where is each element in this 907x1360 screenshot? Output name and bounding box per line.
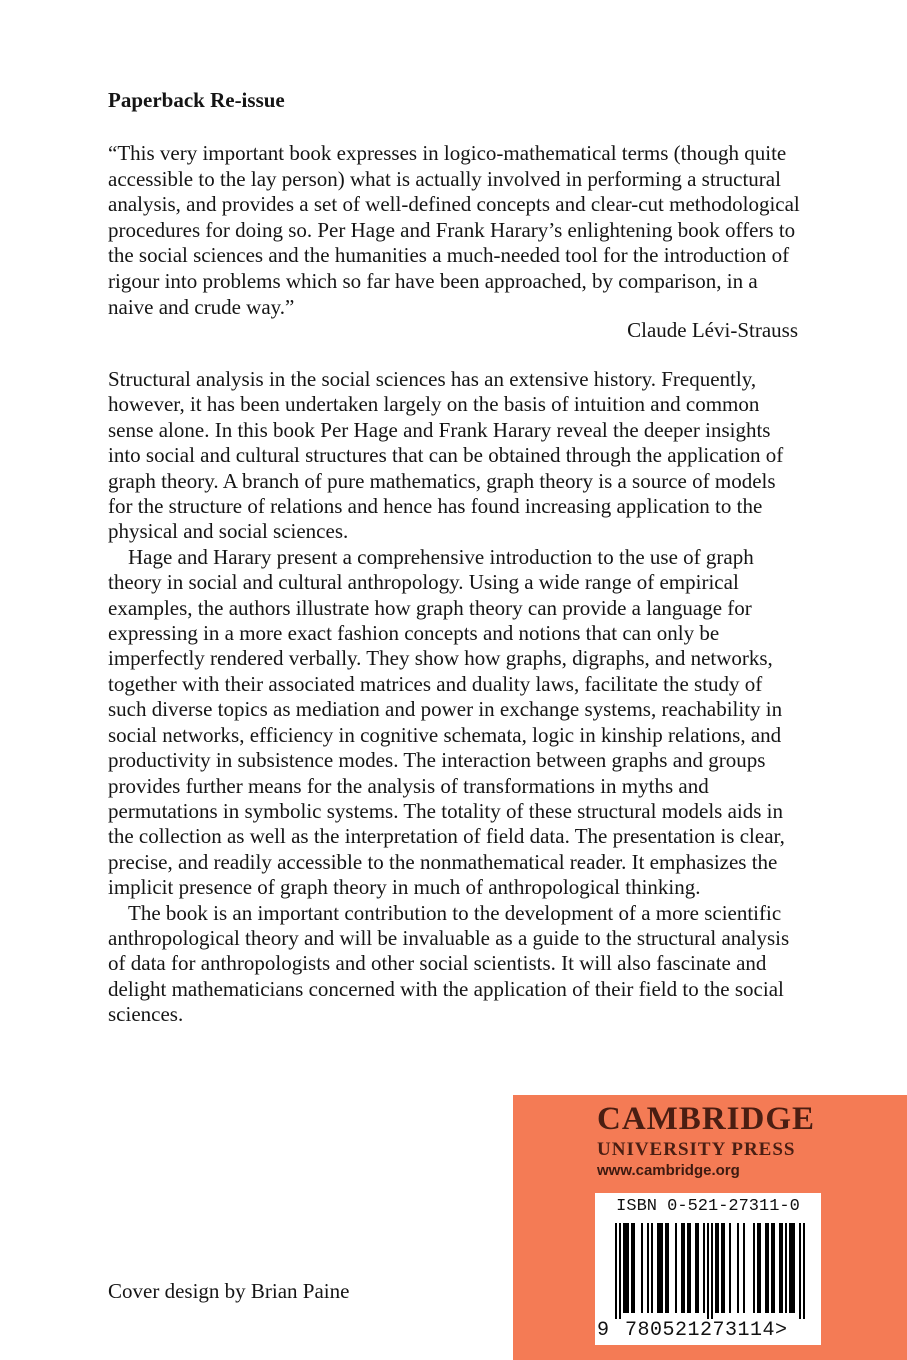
publisher-subtitle: UNIVERSITY PRESS [597,1139,796,1160]
barcode-digits [595,1319,821,1343]
barcode-bar [615,1223,617,1319]
barcode-digit-groups [625,1319,788,1342]
description-paragraph-1: Structural analysis in the social sciences has an extensive history. Frequently, however, it has been undertaken largely on the basis of intuition and common sense alone. In this book Per Hage and Frank Harary reveal the deeper insights into social and cultural structures that can be obtained through the application of graph theory. A branch of pure mathematics, graph theory is a source of models for the structure of relations and hence has found increasing application to the physical and social sciences. [108,367,784,544]
barcode-bar [651,1223,653,1313]
barcode-panel [595,1193,821,1345]
barcode-bar [683,1223,685,1313]
barcode-bar [785,1223,787,1313]
barcode-bar [773,1223,775,1313]
barcode-bar [667,1223,669,1313]
barcode-bar [715,1223,717,1313]
isbn-label: ISBN 0-521-27311-0 [616,1197,800,1216]
barcode-bar [641,1223,643,1313]
cover-design-credit: Cover design by Brian Paine [108,1279,350,1303]
heading-paperback-reissue: Paperback Re-issue [108,88,285,112]
barcode-bar [779,1223,781,1313]
barcode-graphic [595,1221,821,1319]
barcode-bar [757,1223,759,1313]
barcode-bar [697,1223,699,1313]
barcode-bar [771,1223,773,1313]
barcode-bar [723,1223,725,1313]
barcode-bar [665,1223,667,1313]
publisher-url: www.cambridge.org [597,1162,740,1179]
publisher-name: CAMBRIDGE [597,1101,816,1137]
publisher-panel [513,1095,907,1360]
barcode-bar [647,1223,649,1313]
barcode-bar [803,1223,805,1319]
barcode-bar [767,1223,769,1313]
barcode-bar [743,1223,745,1313]
barcode-bar [759,1223,761,1313]
barcode-bar [687,1223,689,1313]
description-paragraph-2: Hage and Harary present a comprehensive introduction to the use of graph theory in social and cultural anthropology. Using a wide range of empirical examples, the authors illustrate how graph theory can provide a language for expressing in a more exact fashion concepts and notions that can only be imperfectly rendered verbally. They show how graphs, digraphs, and networks, together with their associated matrices and duality laws, facilitate the study of such diverse topics as mediation and power in exchange systems, reachability in social networks, efficiency in cognitive schemata, logic in kinship relations, and productivity in subsistence modes. The interaction between graphs and groups provides further means for the analysis of transformations in myths and permutations in symbolic systems. The totality of these structural models aids in the collection as well as the interpretation of field data. The presentation is clear, precise, and readily accessible to the nonmathematical reader. It emphasizes the implicit presence of graph theory in much of anthropological thinking. [108,544,785,900]
barcode-bar [729,1223,731,1313]
barcode-bar [789,1223,791,1313]
barcode-bar [623,1223,625,1313]
barcode-bar [675,1223,677,1313]
barcode-bar [625,1223,627,1313]
barcode-bar [681,1223,683,1313]
barcode-bar [711,1223,713,1319]
barcode-digit-string: 780521273114 [625,1319,776,1342]
barcode-bar [717,1223,719,1313]
barcode-bar [659,1223,661,1313]
barcode-bar [619,1223,621,1319]
barcode-bar [799,1223,801,1319]
description-paragraph-3: The book is an important contribution to the development of a more scientific anthropological theory and will be invaluable as a guide to the structural analysis of data for anthropologists and other social scientists. It will also fascinate and delight mathematicians concerned with the application of their field to the social sciences. [108,900,790,1027]
barcode-bar [661,1223,663,1313]
barcode-end-mark: > [775,1319,788,1342]
barcode-bar [753,1223,755,1313]
book-description [108,367,802,1028]
quote-attribution: Claude Lévi-Strauss [627,318,798,342]
barcode-bar [657,1223,659,1313]
barcode-bar [689,1223,691,1313]
barcode-bar [791,1223,793,1313]
barcode-bar [633,1223,635,1313]
barcode-bar [721,1223,723,1313]
barcode-bar [781,1223,783,1313]
barcode-bar [737,1223,739,1313]
barcode-bar [707,1223,709,1319]
barcode-bar [703,1223,705,1313]
barcode-bar [765,1223,767,1313]
barcode-bar [631,1223,633,1313]
barcode-bar [793,1223,795,1313]
endorsement-quote: “This very important book expresses in logico-mathematical terms (though quite accessible to the lay person) what is actually involved in performing a structural analysis, and provides a set of well-defined concepts and clear-cut methodological procedures for doing so. Per Hage and Frank Harary’s enlightening book offers to the social sciences and the humanities a much-needed tool for the introduction of rigour into problems which so far have been approached, by comparison, in a naive and crude way.” [108,141,800,319]
barcode-bar [695,1223,697,1313]
barcode-first-digit: 9 [597,1319,610,1342]
barcode-bar [627,1223,629,1313]
